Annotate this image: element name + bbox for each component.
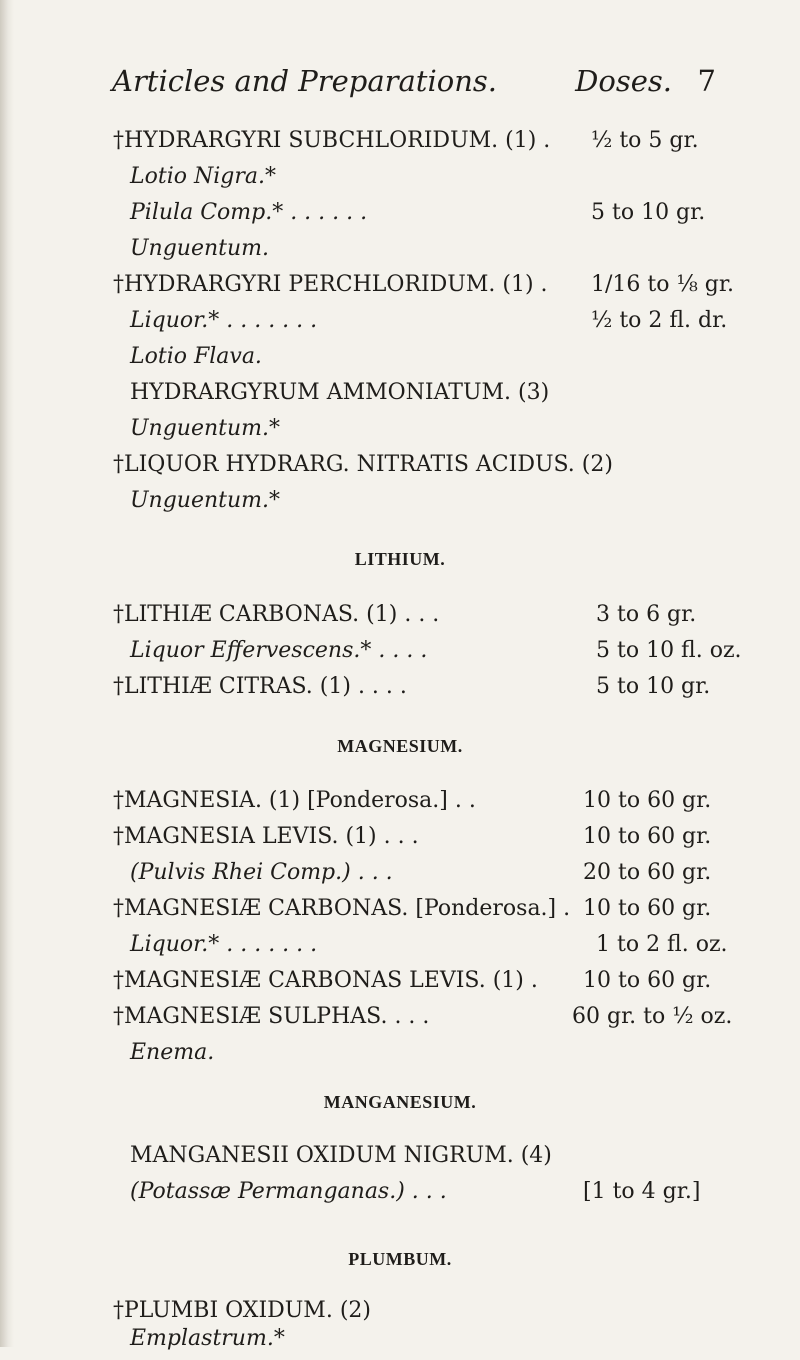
entry-row — [0, 1179, 800, 1213]
entry-dose: ½ to 5 gr. — [591, 128, 699, 153]
entry-name: †LIQUOR HYDRARG. NITRATIS ACIDUS. (2) — [113, 452, 613, 477]
entry-row — [0, 272, 800, 306]
header-left-title: Articles and Preparations. — [112, 64, 497, 98]
entry-name: Unguentum.* — [130, 488, 281, 513]
entry-dose: 1/16 to ⅛ gr. — [591, 272, 734, 297]
section-heading-plumbum: PLUMBUM. — [348, 1249, 452, 1269]
entry-name: HYDRARGYRUM AMMONIATUM. (3) — [130, 380, 550, 405]
entry-row — [0, 1040, 800, 1074]
entry-name: †MAGNESIÆ CARBONAS. [Ponderosa.] . — [113, 896, 571, 921]
entry-row — [0, 860, 800, 894]
entry-row — [0, 308, 800, 342]
entry-dose: 5 to 10 gr. — [596, 674, 711, 699]
header-doses-title: Doses. — [575, 64, 672, 98]
entry-row — [0, 164, 800, 198]
entry-row — [0, 488, 800, 522]
entry-row — [0, 602, 800, 636]
entry-row — [0, 452, 800, 486]
entry-name: †MAGNESIÆ CARBONAS LEVIS. (1) . — [113, 968, 538, 993]
running-header — [112, 64, 716, 104]
entry-dose: 1 to 2 fl. oz. — [596, 932, 728, 957]
entry-name: Emplastrum.* — [130, 1326, 285, 1351]
section-heading-magnesium: MAGNESIUM. — [337, 736, 463, 756]
entry-name: Liquor Effervescens.* . . . . — [130, 638, 428, 663]
entry-row — [0, 896, 800, 930]
entry-row — [0, 128, 800, 162]
entry-row — [0, 344, 800, 378]
entry-row — [0, 824, 800, 858]
entry-name: Unguentum. — [130, 236, 270, 261]
entry-row — [0, 674, 800, 708]
entry-name: MANGANESII OXIDUM NIGRUM. (4) — [130, 1143, 552, 1168]
entry-row — [0, 638, 800, 672]
entry-dose: 5 to 10 fl. oz. — [596, 638, 742, 663]
entry-dose: [1 to 4 gr.] — [583, 1179, 701, 1204]
entry-row — [0, 1326, 800, 1360]
entry-row — [0, 1004, 800, 1038]
entry-dose: 20 to 60 gr. — [583, 860, 712, 885]
entry-row — [0, 236, 800, 270]
entry-dose: ½ to 2 fl. dr. — [591, 308, 728, 333]
entry-name: †PLUMBI OXIDUM. (2) — [113, 1298, 371, 1323]
entry-dose: 10 to 60 gr. — [583, 788, 712, 813]
entry-name: †HYDRARGYRI SUBCHLORIDUM. (1) . — [113, 128, 551, 153]
entry-name: Enema. — [130, 1040, 215, 1065]
entry-row — [0, 968, 800, 1002]
entry-name: †MAGNESIA LEVIS. (1) . . . — [113, 824, 419, 849]
entry-dose: 10 to 60 gr. — [583, 896, 712, 921]
entry-name: †MAGNESIÆ SULPHAS. . . . — [113, 1004, 430, 1029]
entry-name: †HYDRARGYRI PERCHLORIDUM. (1) . — [113, 272, 548, 297]
entry-name: Unguentum.* — [130, 416, 281, 441]
entry-name: Pilula Comp.* . . . . . . — [130, 200, 368, 225]
entry-row — [0, 416, 800, 450]
entry-name: Lotio Flava. — [130, 344, 262, 369]
entry-dose: 10 to 60 gr. — [583, 824, 712, 849]
entry-name: (Potassæ Permanganas.) . . . — [130, 1179, 447, 1204]
section-heading-manganesium: MANGANESIUM. — [323, 1092, 477, 1112]
entry-name: †LITHIÆ CITRAS. (1) . . . . — [113, 674, 407, 699]
entry-dose: 5 to 10 gr. — [591, 200, 706, 225]
entry-row — [0, 1143, 800, 1177]
page-number: 7 — [697, 64, 716, 98]
entry-row — [0, 200, 800, 234]
entry-row — [0, 380, 800, 414]
entry-name: Lotio Nigra.* — [130, 164, 276, 189]
entry-row — [0, 932, 800, 966]
entry-name: (Pulvis Rhei Comp.) . . . — [130, 860, 393, 885]
entry-dose: 3 to 6 gr. — [596, 602, 697, 627]
entry-dose: 10 to 60 gr. — [583, 968, 712, 993]
entry-row — [0, 788, 800, 822]
entry-name: †MAGNESIA. (1) [Ponderosa.] . . — [113, 788, 476, 813]
entry-name: Liquor.* . . . . . . . — [130, 308, 318, 333]
entry-name: †LITHIÆ CARBONAS. (1) . . . — [113, 602, 440, 627]
entry-dose: 60 gr. to ½ oz. — [572, 1004, 733, 1029]
entry-name: Liquor.* . . . . . . . — [130, 932, 318, 957]
section-heading-lithium: LITHIUM. — [354, 549, 446, 569]
